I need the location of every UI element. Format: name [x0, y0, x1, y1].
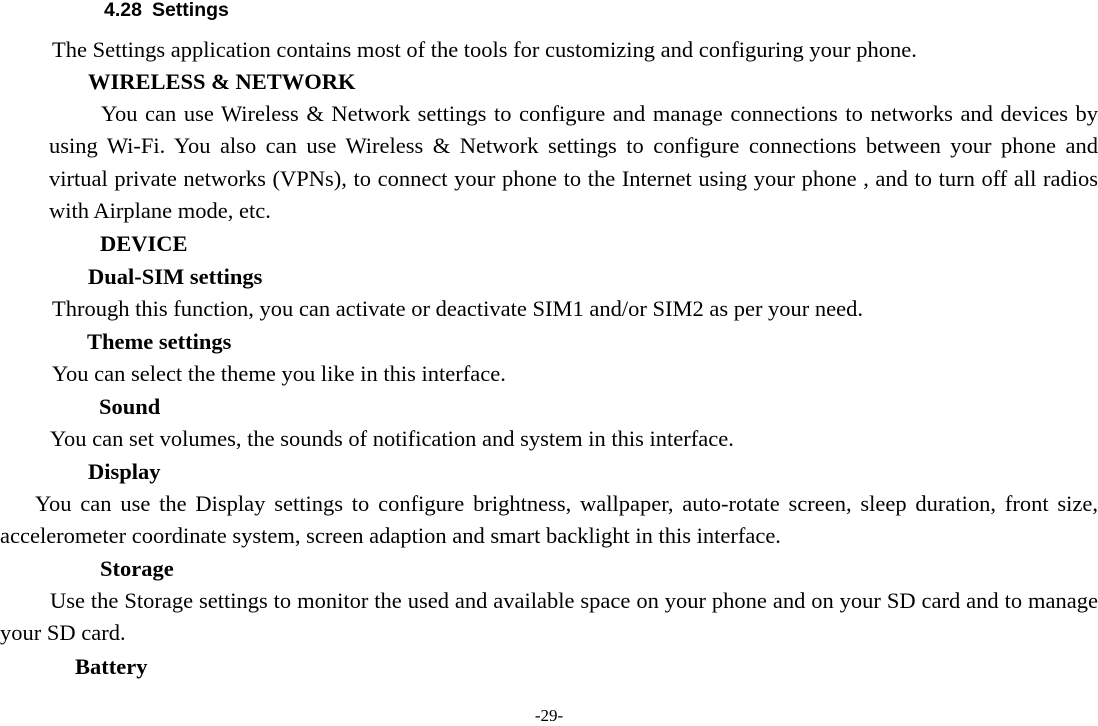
- sound-heading: Sound: [99, 394, 161, 419]
- section-heading: [104, 0, 229, 22]
- battery-heading: Battery: [75, 654, 148, 679]
- section-title: Settings: [151, 0, 229, 21]
- theme-heading: Theme settings: [87, 329, 232, 354]
- intro-paragraph: The Settings application contains most of the tools for customizing and configuring your phone.: [52, 37, 917, 62]
- section-number: 4.28: [104, 0, 142, 21]
- dual-sim-heading: Dual-SIM settings: [88, 264, 263, 289]
- display-heading: Display: [88, 459, 161, 484]
- display-paragraph: You can use the Display settings to configure brightness, wallpaper, auto-rotate screen, sleep duration, front size, accelerometer coordinate system, screen adaption and smart backlight in this interface.: [0, 491, 1098, 549]
- device-heading: DEVICE: [100, 231, 188, 256]
- storage-heading: Storage: [100, 556, 174, 581]
- storage-paragraph: Use the Storage settings to monitor the used and available space on your phone and on your SD card and to manage your SD card.: [0, 588, 1098, 646]
- theme-paragraph: You can select the theme you like in this interface.: [52, 361, 506, 386]
- wireless-network-heading: WIRELESS & NETWORK: [88, 69, 356, 94]
- dual-sim-paragraph: Through this function, you can activate or deactivate SIM1 and/or SIM2 as per your need.: [52, 296, 864, 321]
- wireless-network-paragraph: You can use Wireless & Network settings to configure and manage connections to networks and devices by using Wi-Fi. You also can use Wireless & Network settings to configure connections between your phone and virtual private networks (VPNs), to connect your phone to the Internet using your phone , and to turn off all radios with Airplane mode, etc.: [49, 101, 1098, 223]
- page-number: -29-: [534, 706, 564, 725]
- sound-paragraph: You can set volumes, the sounds of notification and system in this interface.: [50, 426, 734, 451]
